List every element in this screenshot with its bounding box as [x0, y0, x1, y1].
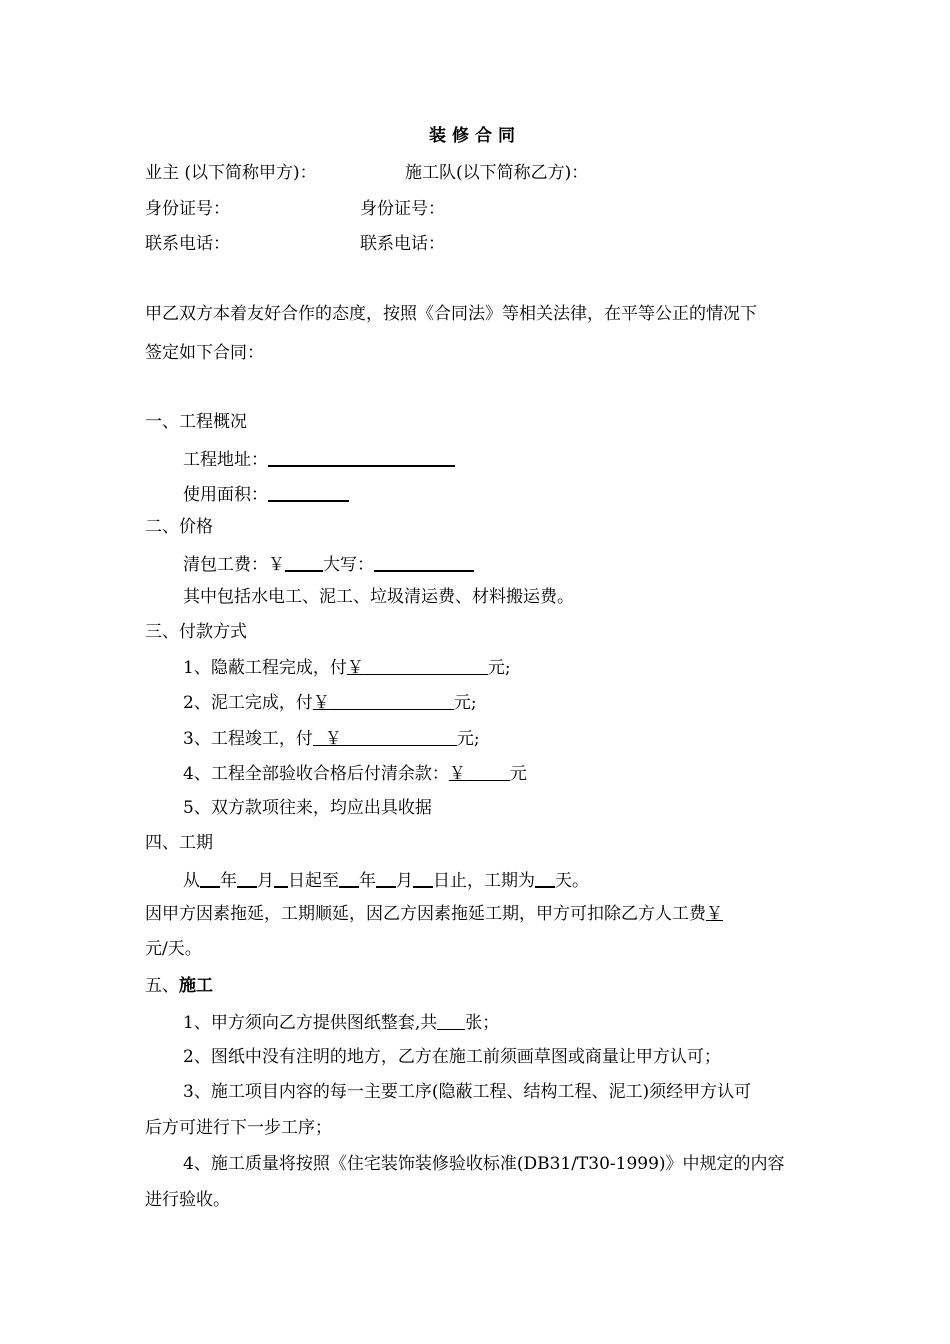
construction-item-4-line-2: 进行验收。	[145, 1190, 230, 1210]
section-1-heading: 一、工程概况	[145, 412, 247, 432]
month-label: 月	[257, 871, 274, 891]
construction-item-1-label: 1、甲方须向乙方提供图纸整套,共	[183, 1013, 438, 1033]
yen-sign: ￥	[346, 658, 364, 678]
area-row	[183, 482, 349, 505]
section-4-heading: 四、工期	[145, 833, 213, 853]
fee-label: 清包工费：￥	[183, 555, 285, 575]
payment-item-1	[183, 656, 511, 678]
construction-item-3-line-2: 后方可进行下一步工序；	[145, 1118, 332, 1138]
intro-line-2: 签定如下合同：	[145, 343, 264, 363]
yuan-unit: 元	[509, 764, 527, 784]
day-end-label: 日止，工期为	[433, 871, 535, 891]
capital-blank	[374, 552, 474, 572]
area-label: 使用面积：	[183, 485, 268, 505]
payment-item-1-blank	[364, 656, 488, 675]
owner-id-label: 身份证号：	[145, 199, 230, 219]
address-row	[183, 447, 455, 470]
schedule-from: 从	[183, 871, 200, 891]
payment-item-1-label: 1、隐蔽工程完成，付	[183, 658, 347, 678]
payment-item-4	[183, 762, 527, 784]
yen-sign: ￥	[312, 693, 330, 713]
construction-item-2: 2、图纸中没有注明的地方，乙方在施工前须画草图或商量让甲方认可；	[183, 1047, 721, 1067]
start-month-blank	[237, 868, 257, 888]
payment-item-3-blank	[342, 727, 457, 746]
start-day-blank	[274, 868, 288, 888]
month-label: 月	[396, 871, 413, 891]
payment-item-3-blank-lead	[313, 727, 325, 746]
payment-item-3	[183, 727, 480, 749]
contractor-label: 施工队(以下简称乙方)：	[405, 163, 589, 183]
section-2-heading: 二、价格	[145, 517, 213, 537]
address-label: 工程地址：	[183, 450, 268, 470]
yen-sign: ￥	[324, 729, 342, 749]
schedule-line	[183, 868, 589, 891]
contractor-id-label: 身份证号：	[360, 199, 445, 219]
intro-line-1: 甲乙双方本着友好合作的态度，按照《合同法》等相关法律，在平等公正的情况下	[145, 304, 757, 324]
section-5-number: 五、	[145, 976, 179, 996]
construction-item-3-line-1: 3、施工项目内容的每一主要工序(隐蔽工程、结构工程、泥工)须经甲方认可	[183, 1082, 752, 1102]
fee-blank	[285, 552, 323, 572]
payment-item-4-label: 4、工程全部验收合格后付清余款：	[183, 764, 449, 784]
yuan-unit: 元;	[456, 729, 480, 749]
fee-row	[183, 552, 474, 575]
owner-phone-label: 联系电话：	[145, 234, 230, 254]
year-label: 年	[220, 871, 237, 891]
end-month-blank	[376, 868, 396, 888]
drawings-count-blank	[437, 1011, 465, 1030]
area-blank	[268, 482, 349, 502]
end-day-blank	[413, 868, 433, 888]
payment-item-3-label: 3、工程竣工，付	[183, 729, 313, 749]
payment-item-4-blank	[466, 762, 510, 781]
yen-sign: ￥	[706, 904, 723, 924]
construction-item-1	[183, 1011, 499, 1033]
delay-line-2: 元/天。	[145, 939, 202, 959]
yuan-unit: 元;	[487, 658, 511, 678]
section-5-title: 施工	[179, 976, 213, 996]
payment-item-2-label: 2、泥工完成，付	[183, 693, 313, 713]
fee-includes: 其中包括水电工、泥工、垃圾清运费、材料搬运费。	[183, 587, 574, 607]
payment-item-5: 5、双方款项往来，均应出具收据	[183, 798, 432, 818]
day-start-label: 日起至	[288, 871, 339, 891]
address-blank	[268, 447, 455, 467]
contractor-phone-label: 联系电话：	[360, 234, 445, 254]
yen-sign: ￥	[448, 764, 466, 784]
owner-label: 业主 (以下简称甲方)：	[145, 163, 317, 183]
delay-text: 因甲方因素拖延，工期顺延，因乙方因素拖延工期，甲方可扣除乙方人工费	[145, 904, 706, 924]
duration-blank	[535, 868, 555, 888]
yuan-unit: 元;	[453, 693, 477, 713]
year-label: 年	[359, 871, 376, 891]
drawings-unit: 张；	[465, 1013, 500, 1033]
days-label: 天。	[555, 871, 589, 891]
payment-item-2	[183, 691, 477, 713]
document-title: 装修合同	[429, 126, 521, 146]
construction-item-4-line-1: 4、施工质量将按照《住宅装饰装修验收标准(DB31/T30-1999)》中规定的内容	[183, 1154, 785, 1174]
capital-label: 大写：	[323, 555, 374, 575]
section-3-heading: 三、付款方式	[145, 622, 247, 642]
delay-line-1	[145, 904, 723, 924]
end-year-blank	[339, 868, 359, 888]
section-5-heading	[145, 976, 213, 996]
payment-item-2-blank	[330, 691, 454, 710]
start-year-blank	[200, 868, 220, 888]
